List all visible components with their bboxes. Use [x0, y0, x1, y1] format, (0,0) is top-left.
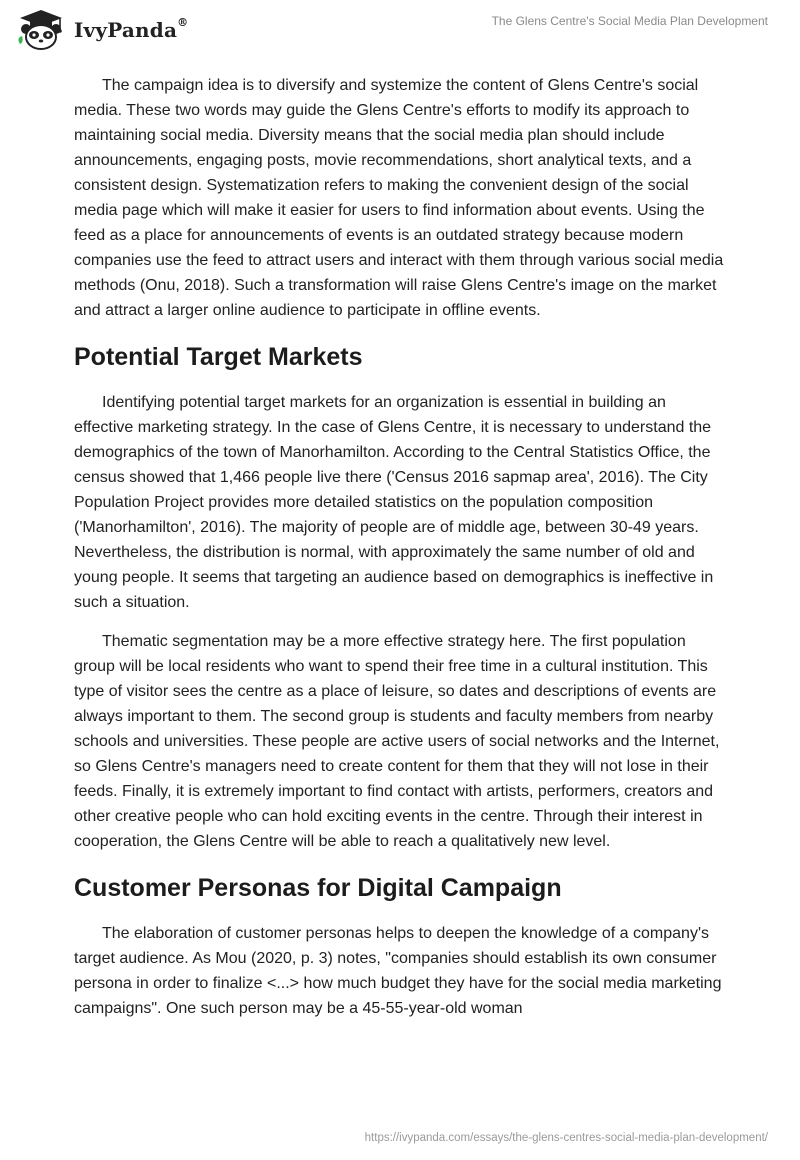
- paragraph-customer-personas: The elaboration of customer personas helps to deepen the knowledge of a company's target audience. As Mou (2020, p. 3) notes, "companies should establish its own consumer persona in order to finalize <...> how much budget they have for the social media marketing campaigns". One such person may be a 45-55-year-old woman: [74, 925, 722, 1017]
- essay-body: [74, 73, 729, 1035]
- paragraph-campaign-idea: The campaign idea is to diversify and systemize the content of Glens Centre's social media. These two words may guide the Glens Centre's efforts to modify its approach to maintaining social media. Diversity means that the social media plan should include announcements, engaging posts, movie recommendations, short analytical texts, and a consistent design. Systematization refers to making the convenient design of the social media page which will make it easier for users to find information about events. Using the feed as a place for announcements of events is an outdated strategy because modern companies use the feed to attract users and interact with them through various social media methods (Onu, 2018). Such a transformation will raise Glens Centre's image on the market and attract a larger online audience to participate in offline events.: [74, 77, 724, 319]
- paragraph-target-markets: Identifying potential target markets for an organization is essential in building an effective marketing strategy. In the case of Glens Centre, it is necessary to understand the demographics of the town of Manorhamilton. According to the Central Statistics Office, the census showed that 1,466 people live there ('Census 2016 sapmap area', 2016). The City Population Project provides more detailed statistics on the population composition ('Manorhamilton', 2016). The majority of people are of middle age, between 30-49 years. Nevertheless, the distribution is normal, with approximately the same number of old and young people. It seems that targeting an audience based on demographics is ineffective in such a situation.: [74, 394, 714, 611]
- document-title: The Glens Centre's Social Media Plan Development: [491, 14, 768, 28]
- heading-potential-target-markets: Potential Target Markets: [74, 343, 363, 371]
- brand-name: [74, 18, 188, 42]
- heading-customer-personas: Customer Personas for Digital Campaign: [74, 874, 562, 902]
- brand-name-text: IvyPanda: [74, 18, 178, 42]
- panda-graduate-icon: [14, 8, 68, 52]
- paragraph-thematic-segmentation: Thematic segmentation may be a more effective strategy here. The first population group will be local residents who want to spend their free time in a cultural institution. This type of visitor sees the centre as a place of leisure, so dates and descriptions of events are always important to them. The second group is students and faculty members from nearby schools and universities. These people are active users of social networks and the Internet, so Glens Centre's managers need to create content for them that they will not lose in their feeds. Finally, it is extremely important to find contact with artists, performers, creators and other creative people who can hold exciting events in the centre. Through their interest in cooperation, the Glens Centre will be able to reach a qualitatively new level.: [74, 633, 720, 850]
- brand-logo[interactable]: [14, 8, 188, 52]
- source-url-link[interactable]: https://ivypanda.com/essays/the-glens-centres-social-media-plan-development/: [364, 1132, 768, 1144]
- registered-mark: ®: [177, 16, 189, 29]
- page-header: [0, 0, 800, 60]
